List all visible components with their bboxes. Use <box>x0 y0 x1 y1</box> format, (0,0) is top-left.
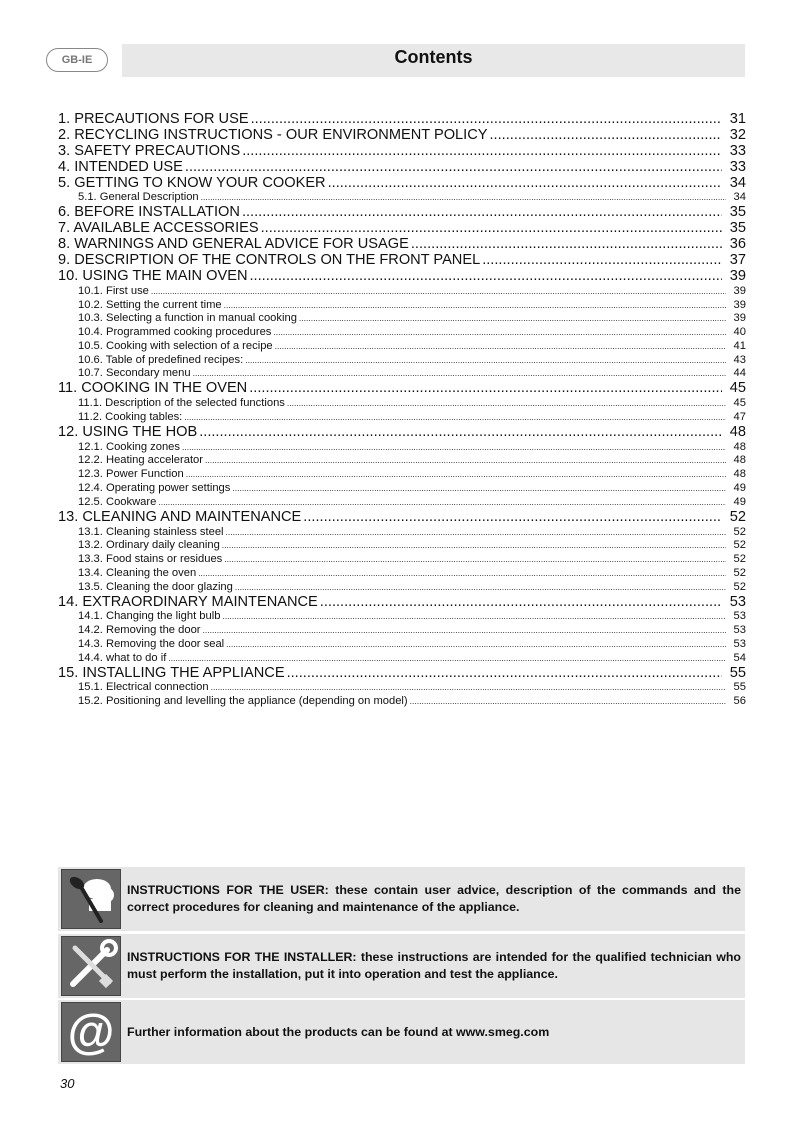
toc-entry-page: 53 <box>729 594 746 610</box>
toc-entry-page: 40 <box>733 326 746 339</box>
toc-entry-label: 14.1. Changing the light bulb <box>78 610 221 623</box>
toc-entry-label: 12.1. Cooking zones <box>78 440 180 453</box>
toc-dot-leader <box>303 510 722 526</box>
toc-entry-page: 52 <box>729 509 746 525</box>
toc-dot-leader <box>242 144 722 160</box>
toc-entry-label: 13. CLEANING AND MAINTENANCE <box>58 509 302 525</box>
toc-subsection-entry <box>58 681 746 695</box>
toc-entry-page: 53 <box>733 624 746 637</box>
toc-entry-page: 39 <box>729 268 746 284</box>
toc-dot-leader <box>410 695 726 709</box>
toc-entry-label: 14.4. what to do if <box>78 651 167 664</box>
toc-dot-leader <box>184 411 726 425</box>
toc-dot-leader <box>275 340 726 354</box>
toc-dot-leader <box>224 299 726 313</box>
toc-dot-leader <box>199 425 722 441</box>
toc-section-entry <box>58 595 746 611</box>
toc-entry-page: 33 <box>729 143 746 159</box>
toc-entry-label: 12.5. Cookware <box>78 495 157 508</box>
chef-spoon-icon <box>61 869 121 929</box>
toc-subsection-entry <box>58 638 746 652</box>
toc-entry-page: 55 <box>733 681 746 694</box>
toc-section-entry <box>58 269 746 285</box>
toc-subsection-entry <box>58 581 746 595</box>
toc-entry-page: 52 <box>733 553 746 566</box>
toc-entry-page: 48 <box>733 468 746 481</box>
toc-entry-label: 11.2. Cooking tables: <box>78 410 183 423</box>
toc-entry-page: 37 <box>729 252 746 268</box>
toc-dot-leader <box>245 354 726 368</box>
toc-entry-label: 10.3. Selecting a function in manual cooking <box>78 312 297 325</box>
installer-instructions-box <box>58 934 745 998</box>
toc-section-entry <box>58 425 746 441</box>
toc-subsection-entry <box>58 526 746 540</box>
toc-dot-leader <box>182 441 726 455</box>
toc-dot-leader <box>226 638 726 652</box>
toc-entry-label: 6. BEFORE INSTALLATION <box>58 205 240 221</box>
toc-entry-label: 5.1. General Description <box>78 191 199 204</box>
toc-entry-label: 14. EXTRAORDINARY MAINTENANCE <box>58 594 318 610</box>
toc-subsection-entry <box>58 285 746 299</box>
toc-entry-label: 10. USING THE MAIN OVEN <box>58 268 248 284</box>
toc-entry-page: 52 <box>733 539 746 552</box>
toc-entry-page: 45 <box>733 397 746 410</box>
toc-entry-page: 45 <box>729 381 746 397</box>
toc-entry-label: 5. GETTING TO KNOW YOUR COOKER <box>58 175 326 191</box>
toc-entry-label: 12. USING THE HOB <box>58 424 198 440</box>
toc-dot-leader <box>158 496 726 510</box>
toc-entry-page: 33 <box>729 159 746 175</box>
toc-subsection-entry <box>58 454 746 468</box>
toc-subsection-entry <box>58 652 746 666</box>
toc-entry-page: 36 <box>729 237 746 253</box>
toc-entry-label: 12.3. Power Function <box>78 468 184 481</box>
toc-dot-leader <box>186 468 726 482</box>
toc-entry-page: 43 <box>733 353 746 366</box>
toc-entry-label: 11.1. Description of the selected functions <box>78 397 285 410</box>
toc-entry-page: 39 <box>733 284 746 297</box>
toc-section-entry <box>58 666 746 682</box>
region-badge: GB-IE <box>46 48 108 72</box>
toc-entry-label: 9. DESCRIPTION OF THE CONTROLS ON THE FRONT PANEL <box>58 252 481 268</box>
toc-dot-leader <box>261 221 722 237</box>
toc-subsection-entry <box>58 367 746 381</box>
toc-dot-leader <box>299 312 726 326</box>
toc-entry-label: 8. WARNINGS AND GENERAL ADVICE FOR USAGE <box>58 237 409 253</box>
toc-dot-leader <box>242 205 722 221</box>
toc-entry-page: 31 <box>729 112 746 127</box>
toc-entry-label: 15.1. Electrical connection <box>78 681 209 694</box>
toc-entry-label: 10.4. Programmed cooking procedures <box>78 326 272 339</box>
toc-dot-leader <box>232 482 726 496</box>
toc-subsection-entry <box>58 354 746 368</box>
toc-entry-page: 52 <box>733 580 746 593</box>
toc-dot-leader <box>201 191 726 205</box>
toc-section-entry <box>58 221 746 237</box>
toc-section-entry <box>58 112 746 128</box>
toc-dot-leader <box>222 539 726 553</box>
toc-entry-page: 48 <box>733 454 746 467</box>
toc-entry-label: 14.2. Removing the door <box>78 624 201 637</box>
toc-entry-label: 1. PRECAUTIONS FOR USE <box>58 112 249 127</box>
toc-entry-page: 39 <box>733 312 746 325</box>
toc-entry-label: 10.2. Setting the current time <box>78 298 222 311</box>
toc-entry-label: 4. INTENDED USE <box>58 159 183 175</box>
toc-subsection-entry <box>58 312 746 326</box>
toc-dot-leader <box>235 581 726 595</box>
toc-entry-page: 34 <box>729 175 746 191</box>
toc-entry-label: 2. RECYCLING INSTRUCTIONS - OUR ENVIRONMENT POLICY <box>58 127 488 143</box>
toc-entry-label: 13.5. Cleaning the door glazing <box>78 580 233 593</box>
toc-dot-leader <box>490 128 723 144</box>
toc-dot-leader <box>224 553 726 567</box>
svg-text:@: @ <box>67 1006 115 1059</box>
toc-subsection-entry <box>58 441 746 455</box>
toc-entry-page: 52 <box>733 525 746 538</box>
toc-entry-label: 13.4. Cleaning the oven <box>78 566 197 579</box>
toc-section-entry <box>58 205 746 221</box>
website-info-text: Further information about the products can be found at www.smeg.com <box>127 1024 550 1039</box>
toc-entry-page: 35 <box>729 221 746 237</box>
toc-subsection-entry <box>58 468 746 482</box>
toc-entry-page: 54 <box>733 651 746 664</box>
toc-dot-leader <box>185 160 722 176</box>
toc-subsection-entry <box>58 299 746 313</box>
toc-entry-label: 13.2. Ordinary daily cleaning <box>78 539 220 552</box>
toc-entry-page: 44 <box>733 367 746 380</box>
toc-entry-label: 10.7. Secondary menu <box>78 367 191 380</box>
toc-dot-leader <box>193 367 726 381</box>
toc-dot-leader <box>151 285 726 299</box>
toc-entry-label: 13.3. Food stains or residues <box>78 553 223 566</box>
table-of-contents <box>58 112 746 709</box>
toc-entry-page: 48 <box>729 424 746 440</box>
toc-dot-leader <box>273 326 726 340</box>
toc-subsection-entry <box>58 397 746 411</box>
toc-section-entry <box>58 176 746 192</box>
toc-entry-label: 3. SAFETY PRECAUTIONS <box>58 143 241 159</box>
toc-entry-page: 48 <box>733 440 746 453</box>
toc-entry-page: 49 <box>733 482 746 495</box>
toc-entry-page: 56 <box>733 695 746 708</box>
toc-entry-page: 53 <box>733 610 746 623</box>
toc-subsection-entry <box>58 539 746 553</box>
toc-dot-leader <box>251 112 722 128</box>
toc-entry-page: 32 <box>729 127 746 143</box>
toc-section-entry <box>58 253 746 269</box>
toc-entry-page: 39 <box>733 298 746 311</box>
toc-subsection-entry <box>58 482 746 496</box>
toc-dot-leader <box>203 624 726 638</box>
toc-section-entry <box>58 510 746 526</box>
toc-dot-leader <box>211 681 726 695</box>
toc-entry-label: 10.1. First use <box>78 284 149 297</box>
installer-instructions-text: INSTRUCTIONS FOR THE INSTALLER: these instructions are intended for the qualified technician who must perform the installation, put it into operation and test the appliance. <box>127 950 741 981</box>
website-info-box <box>58 1000 745 1064</box>
toc-subsection-entry <box>58 567 746 581</box>
toc-section-entry <box>58 128 746 144</box>
toc-entry-label: 12.4. Operating power settings <box>78 482 231 495</box>
toc-dot-leader <box>287 666 722 682</box>
toc-entry-label: 12.2. Heating accelerator <box>78 454 204 467</box>
toc-section-entry <box>58 381 746 397</box>
toc-entry-label: 10.6. Table of predefined recipes: <box>78 353 244 366</box>
toc-entry-page: 35 <box>729 205 746 221</box>
toc-dot-leader <box>328 176 722 192</box>
toc-dot-leader <box>411 237 722 253</box>
toc-entry-page: 41 <box>733 339 746 352</box>
toc-subsection-entry <box>58 326 746 340</box>
at-sign-icon <box>61 1002 121 1062</box>
toc-subsection-entry <box>58 610 746 624</box>
page-title: Contents <box>122 44 745 77</box>
toc-dot-leader <box>205 454 726 468</box>
toc-entry-label: 15.2. Positioning and levelling the appliance (depending on model) <box>78 695 408 708</box>
toc-entry-label: 13.1. Cleaning stainless steel <box>78 525 224 538</box>
user-instructions-text: INSTRUCTIONS FOR THE USER: these contain user advice, description of the commands and the correct procedures for cleaning and maintenance of the appliance. <box>127 883 741 914</box>
toc-dot-leader <box>222 610 726 624</box>
toc-entry-page: 52 <box>733 566 746 579</box>
toc-entry-page: 55 <box>729 665 746 681</box>
toc-subsection-entry <box>58 191 746 205</box>
toc-subsection-entry <box>58 411 746 425</box>
toc-entry-label: 10.5. Cooking with selection of a recipe <box>78 339 273 352</box>
tools-icon <box>61 936 121 996</box>
toc-section-entry <box>58 237 746 253</box>
user-instructions-box <box>58 867 745 931</box>
toc-section-entry <box>58 160 746 176</box>
toc-entry-label: 15. INSTALLING THE APPLIANCE <box>58 665 285 681</box>
toc-entry-page: 49 <box>733 495 746 508</box>
toc-dot-leader <box>320 595 722 611</box>
toc-dot-leader <box>482 253 722 269</box>
toc-dot-leader <box>226 526 726 540</box>
toc-subsection-entry <box>58 340 746 354</box>
toc-subsection-entry <box>58 553 746 567</box>
toc-entry-label: 14.3. Removing the door seal <box>78 638 225 650</box>
page-number: 30 <box>60 1076 75 1091</box>
toc-section-entry <box>58 144 746 160</box>
toc-entry-page: 47 <box>733 410 746 423</box>
toc-entry-page: 53 <box>733 638 746 650</box>
toc-entry-label: 7. AVAILABLE ACCESSORIES <box>58 221 259 237</box>
toc-dot-leader <box>168 652 726 666</box>
toc-dot-leader <box>198 567 726 581</box>
toc-dot-leader <box>249 381 722 397</box>
toc-subsection-entry <box>58 496 746 510</box>
toc-entry-page: 34 <box>733 191 746 204</box>
toc-entry-label: 11. COOKING IN THE OVEN <box>58 381 248 397</box>
toc-subsection-entry <box>58 624 746 638</box>
toc-dot-leader <box>250 269 723 285</box>
toc-subsection-entry <box>58 695 746 709</box>
toc-dot-leader <box>287 397 726 411</box>
